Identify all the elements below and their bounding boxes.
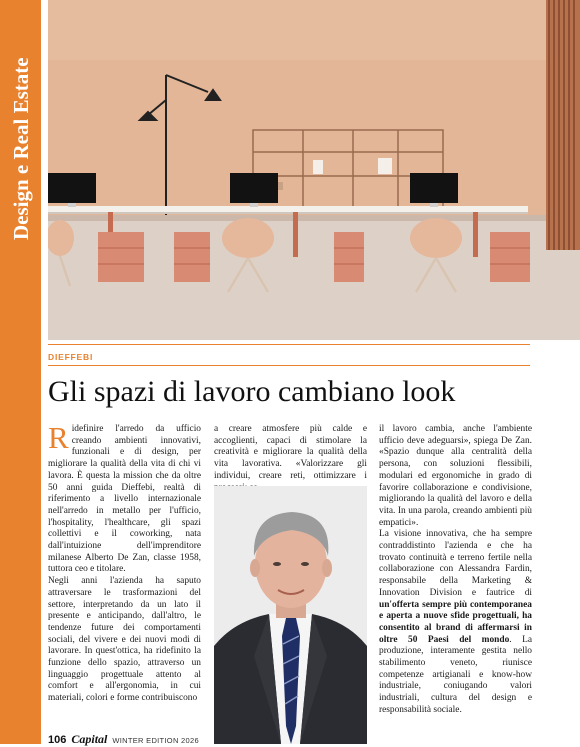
article-paragraph [48, 420, 201, 576]
office-photo [48, 0, 580, 340]
page-number: 106 [48, 734, 67, 746]
article-column-2 [214, 424, 367, 494]
paragraph-text: idefinire l'arredo da ufficio creando ambienti innovativi, funzionali e di design, per migliorare la qualità della vita di chi vi lavora. È questa la mission che da oltre 50 anni guida Dieffebi, realtà di riferimento a livello internazionale nell'arredo in metallo per l'ufficio, l'hospitality, l'healthcare, gli spazi collettivi e il coworking, nata dall'intuizione dell'imprenditore milanese Alberto De Zan, classe 1958, tuttora ceo e titolare. [48, 424, 201, 575]
paragraph-text: La visione innovativa, che ha sempre contraddistinto l'azienda e che ha trovato continuità e terreno fertile nella collaborazione con Alessandra Fardin, responsabile della Marketing & Innovation Division e fautrice di [379, 529, 532, 598]
edition-label: WINTER EDITION 2026 [112, 736, 199, 745]
kicker-rule [48, 365, 530, 366]
paragraph-bold-text: un'offerta sempre più contemporanea e aperta a nuove sfide progettuali, ha consentito al brand di affermarsi in oltre 50 Paesi del mondo [379, 599, 532, 645]
article-headline: Gli spazi di lavoro cambiano look [48, 375, 456, 408]
section-sidebar [0, 0, 41, 744]
section-label-wrap [7, 50, 35, 240]
drop-cap: R [48, 420, 69, 455]
magazine-logo: Capital [71, 732, 108, 746]
article-paragraph [379, 529, 532, 716]
top-rule [48, 344, 530, 345]
article-kicker: DIEFFEBI [48, 352, 94, 362]
article-paragraph: il lavoro cambia, anche l'ambiente ufficio deve adeguarsi», spiega De Zan. «Spazio dunque alla centralità della persona, con soluzioni flessibili, modulari ed ergonomiche in grado di favorire collaborazione e condivisione, migliorando la qualità del lavoro e della vita. In una parola, creando ambienti più empatici». [379, 424, 532, 528]
article-column-3 [379, 424, 532, 717]
article-paragraph: Negli anni l'azienda ha saputo attraversare le trasformazioni del settore, interpretando da un lato il presente e anticipando, dall'altro, le tendenze future dei comportamenti sociali, del vivere e dei nuovi modi di lavorare. In quest'ottica, ha ridefinito la funzione dello spazio, attraverso un linguaggio progettuale attento al comfort e all'ergonomia, in cui materiali, colori e forme contribuiscono [48, 576, 201, 704]
page-footer [48, 732, 199, 744]
portrait-photo [214, 486, 367, 744]
article-paragraph: a creare atmosfere più calde e accoglienti, capaci di stimolare la creatività e migliorare la qualità della vita lavorativa. «Valorizzare gli individui, creare reti, ottimizzare i [214, 424, 367, 481]
paragraph-text: . La produzione, interamente gestita nello stabilimento veneto, riunisce competenze artigianali e know-how industriale, coniugando valori industriali, cultura del design e responsabilità sociale. [379, 634, 532, 715]
article-column-1 [48, 420, 201, 705]
section-label: Design e Real Estate [9, 57, 33, 240]
